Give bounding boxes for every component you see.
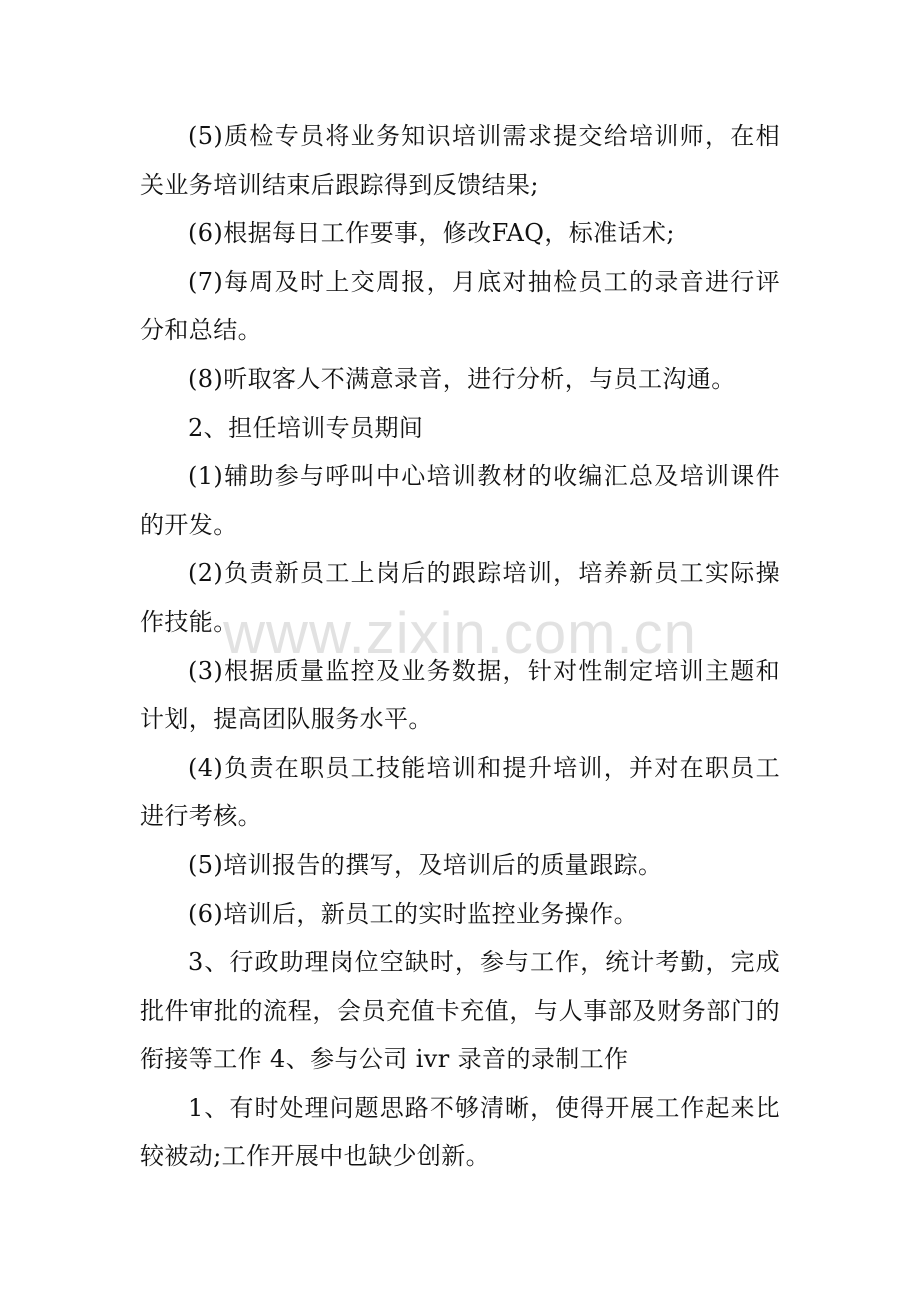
paragraph-training-5: (5)培训报告的撰写，及培训后的质量跟踪。 (188, 850, 663, 879)
paragraph-training-4: (4)负责在职员工技能培训和提升培训，并对在职员工进行考核。 (140, 753, 780, 831)
paragraph-training-3: (3)根据质量监控及业务数据，针对性制定培训主题和计划，提高团队服务水平。 (140, 656, 780, 734)
paragraph-quality-8: (8)听取客人不满意录音，进行分析，与员工沟通。 (188, 364, 736, 393)
paragraph-quality-6: (6)根据每日工作要事，修改FAQ，标准话术; (188, 219, 675, 248)
paragraph-quality-7: (7)每周及时上交周报，月底对抽检员工的录音进行评分和总结。 (140, 267, 780, 345)
paragraph-quality-5: (5)质检专员将业务知识培训需求提交给培训师，在相关业务培训结束后跟踪得到反馈结果; (140, 122, 780, 199)
paragraph-shortcoming-1: 1、有时处理问题思路不够清晰，使得开展工作起来比较被动;工作开展中也缺少创新。 (140, 1093, 780, 1171)
watermark-text: www.zixin.com.cn (223, 601, 697, 666)
paragraph-admin-assistant: 3、行政助理岗位空缺时，参与工作，统计考勤，完成批件审批的流程，会员充值卡充值，与人事部及财务部门的衔接等工作 4、参与公司 ivr 录音的录制工作 (140, 948, 780, 1074)
section-heading-training: 2、担任培训专员期间 (188, 413, 424, 442)
paragraph-training-2: (2)负责新员工上岗后的跟踪培训，培养新员工实际操作技能。 (140, 559, 780, 636)
paragraph-training-6: (6)培训后，新员工的实时监控业务操作。 (188, 899, 638, 928)
document-body (140, 112, 780, 1181)
paragraph-training-1: (1)辅助参与呼叫中心培训教材的收编汇总及培训课件的开发。 (140, 462, 780, 539)
